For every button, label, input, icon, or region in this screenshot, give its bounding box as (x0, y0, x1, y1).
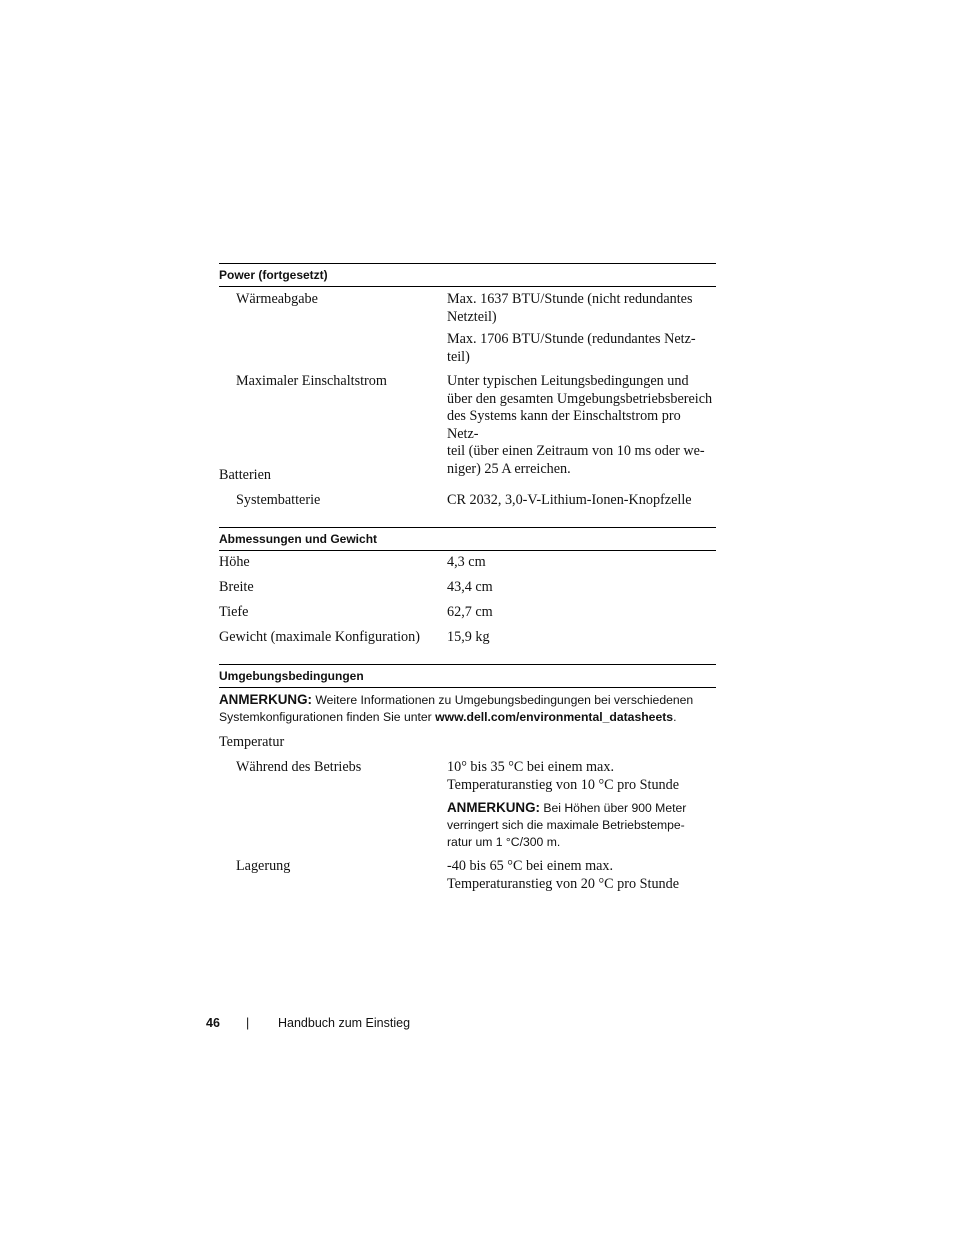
system-battery-label: Systembatterie (236, 492, 321, 508)
section-title: Umgebungsbedingungen (219, 669, 364, 683)
dimension-value-height: 4,3 cm (447, 554, 486, 570)
page-number: 46 (206, 1016, 220, 1030)
environmental-datasheets-link[interactable]: www.dell.com/environmental_datasheets (435, 710, 674, 724)
operating-label: Während des Betriebs (236, 759, 362, 775)
note-label: ANMERKUNG: (447, 800, 540, 815)
dimension-value-depth: 62,7 cm (447, 604, 493, 620)
inrush-current-label: Maximaler Einschaltstrom (236, 373, 387, 389)
dimension-label-height: Höhe (219, 554, 250, 570)
batteries-label: Batterien (219, 467, 271, 483)
heat-output-label: Wärmeabgabe (236, 291, 318, 307)
temperature-label: Temperatur (219, 734, 285, 750)
dimension-label-weight: Gewicht (maximale Konfiguration) (219, 629, 420, 645)
environment-note: ANMERKUNG: Weitere Informationen zu Umgebungsbedingungen bei verschiedenen Systemkonfigurationen finden Sie unter www.dell.com/environmental_datasheets. (219, 692, 694, 724)
section-title: Abmessungen und Gewicht (219, 532, 378, 546)
storage-value: -40 bis 65 °C bei einem max. Temperaturanstieg von 20 °C pro Stunde (447, 858, 680, 892)
section-heading-power (219, 263, 716, 287)
heat-output-value-1: Max. 1637 BTU/Stunde (nicht redundantes Netzteil) (447, 291, 693, 325)
section-heading-dimensions (219, 527, 716, 551)
operating-value: 10° bis 35 °C bei einem max. Temperaturanstieg von 10 °C pro Stunde (447, 759, 680, 793)
dimension-label-width: Breite (219, 579, 254, 595)
footer-separator: | (246, 1016, 250, 1030)
document-title: Handbuch zum Einstieg (278, 1016, 411, 1030)
inrush-current-value: Unter typischen Leitungsbedingungen und über den gesamten Umgebungsbetriebsbereich des Systems kann der Einschaltstrom pro Netz- teil (über einen Zeitraum von 10 ms oder we- niger) 25 A erreichen. (447, 373, 713, 477)
operating-note: ANMERKUNG: Bei Höhen über 900 Meter verringert sich die maximale Betriebstempe- ratur um 1 °C/300 m. (447, 800, 687, 849)
dimension-value-weight: 15,9 kg (447, 629, 490, 645)
section-title: Power (fortgesetzt) (219, 268, 328, 282)
section-heading-environment (219, 664, 716, 688)
heat-output-value-2: Max. 1706 BTU/Stunde (redundantes Netz- teil) (447, 331, 696, 365)
note-label: ANMERKUNG: (219, 692, 312, 707)
system-battery-value: CR 2032, 3,0-V-Lithium-Ionen-Knopfzelle (447, 492, 692, 508)
dimension-value-width: 43,4 cm (447, 579, 493, 595)
storage-label: Lagerung (236, 858, 291, 874)
dimension-label-depth: Tiefe (219, 604, 249, 620)
